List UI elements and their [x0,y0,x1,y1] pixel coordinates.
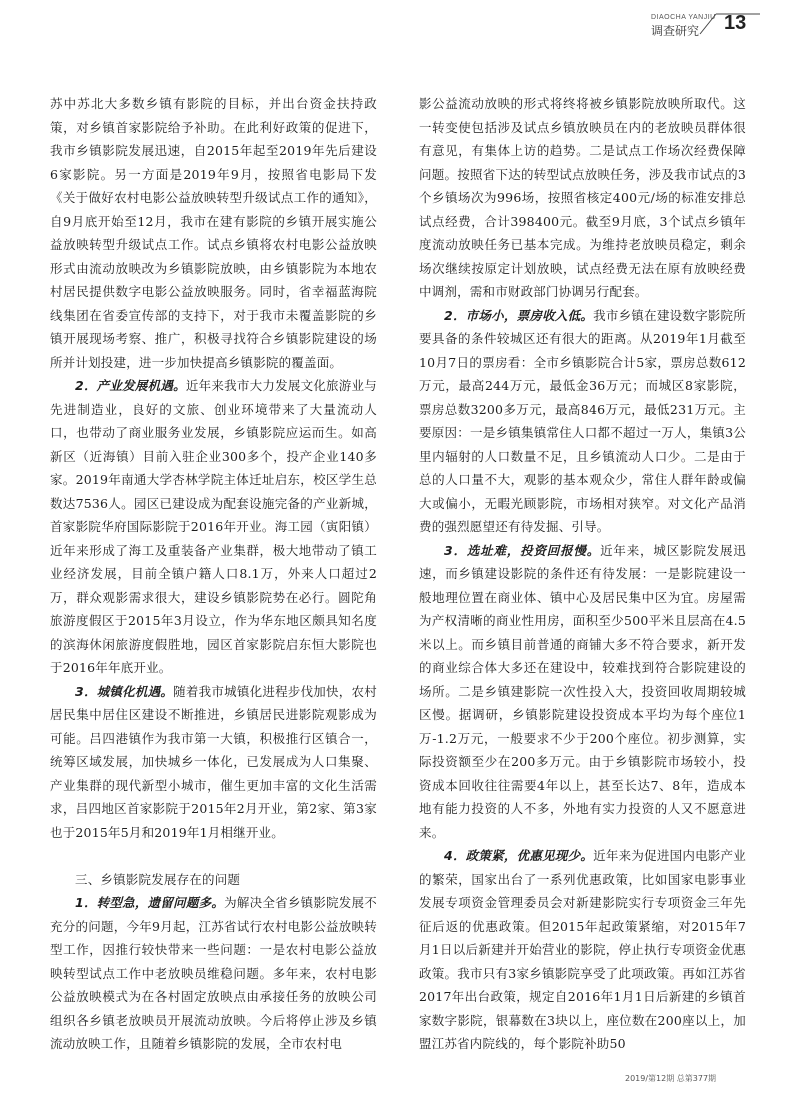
paragraph-text: 随着我市城镇化进程步伐加快，农村居民集中居住区建设不断推进，乡镇居民进影院观影成为可能。吕四港镇作为我市第一大镇，积极推行区镇合一，统筹区域发展，加快城乡一体化，已发展成为人口集聚、产业集群的现代新型小城市，催生更加丰富的文化生活需求，吕四地区首家影院于2015年2月开业，第2家、第3家也于2015年5月和2019年1月相继开业。 [50,683,377,840]
section-label-zh: 调查研究 [651,24,700,38]
page-number: 13 [724,12,747,34]
paragraph-text: 近年来为促进国内电影产业的繁荣，国家出台了一系列优惠政策，比如国家电影事业发展专项资金管理委员会对新建影院实行专项资金三年先征后返的优惠政策。但2015年起政策紧缩，对2015年7月1日以后新建并开始营业的影院，停止执行专项资金优惠政策。我市只有3家乡镇影院享受了此项政策。再如江苏省2017年出台政策，规定自2016年1月1日后新建的乡镇首家数字影院，银幕数在3块以上，座位数在200座以上，加盟江苏省内院线的，每个影院补助50 [419,848,746,1051]
paragraph-text: 为解决全省乡镇影院发展不充分的问题，今年9月起，江苏省试行农村电影公益放映转型工作，因推行较快带来一些问题：一是农村电影公益放映转型试点工作中老放映员维稳问题。多年来，农村电影公益放映模式为在各村固定放映点由承接任务的放映公司组织各乡镇老放映员开展流动放映。今后将停止涉及乡镇流动放映工作，且随着乡镇影院的发展，全市农村电 [50,895,377,1051]
paragraph [50,891,377,1056]
section-heading: 三、乡镇影院发展存在的问题 [75,871,241,887]
paragraph [50,374,377,680]
right-column [419,92,746,1056]
issue-footer: 2019/第12期 总第377期 [625,1074,717,1083]
paragraph: 影公益流动放映的形式将终将被乡镇影院放映所取代。这一转变使包括涉及试点乡镇放映员在内的老放映员群体很有意见，有集体上访的趋势。二是试点工作场次经费保障问题。按照省下达的转型试点放映任务，涉及我市试点的3个乡镇场次为996场，按照省核定400元/场的标准安排总试点经费，合计398400元。截至9月底，3个试点乡镇年度流动放映任务已基本完成。为维持老放映员稳定，剩余场次继续按原定计划放映，试点经费无法在原有放映经费中调剂，需和市财政部门协调另行配套。 [419,96,746,299]
section-label-en: DIAOCHA YANJIU [651,14,716,21]
paragraph-text: 我市乡镇在建设数字影院所要具备的条件较城区还有很大的距离。从2019年1月截至10月7日的票房看：全市乡镇影院合计5家，票房总数612万元，最高244万元，最低金36万元；而城区8家影院，票房总数3200多万元，最高846万元，最低231万元。主要原因：一是乡镇集镇常住人口都不超过一万人，集镇3公里内辐射的人口数量不足，且乡镇流动人口少。二是由于总的人口量不大，观影的基本观众少，常住人群年龄或偏大或偏小，无暇光顾影院，市场相对狭窄。对文化产品消费的强烈愿望还有待发掘、引导。 [419,307,746,534]
paragraph-text: 近年来我市大力发展文化旅游业与先进制造业，良好的文旅、创业环境带来了大量流动人口，也带动了商业服务业发展，乡镇影院应运而生。如高新区（近海镇）目前入驻企业300多个，投产企业140多家。2019年南通大学杏林学院主体迁址启东，校区学生总数达7536人。园区已建设成为配套设施完备的产业新城，首家影院华府国际影院于2016年开业。海工园（寅阳镇）近年来形成了海工及重装备产业集群，极大地带动了镇工业经济发展，目前全镇户籍人口8.1万，外来人口超过2万，群众观影需求很大，建设乡镇影院势在必行。圆陀角旅游度假区于2015年3月设立，作为华东地区颇具知名度的滨海休闲旅游度假胜地，园区首家影院启东恒大影院也于2016年年底开业。 [50,378,377,675]
header-divider-icon [0,0,797,60]
paragraph-text: 近年来，城区影院发展迅速，而乡镇建设影院的条件还有待发展：一是影院建设一般地理位置在商业体、镇中心及居民集中区为宜。房屋需为产权清晰的商业性用房，面积至少500平米且层高在4.5米以上。而乡镇目前普通的商铺大多不符合要求，新开发的商业综合体大多还在建设中，较难找到符合影院建设的场所。二是乡镇建影院一次性投入大，投资回收周期较城区慢。据调研，乡镇影院建设投资成本平均为每个座位1万-1.2万元，一般要求不少于200个座位。初步测算，实际投资额至少在200多万元。由于乡镇影院市场较小，投资成本回收往往需要4年以上，甚至长达7、8年，造成本地有能力投资的人不多，外地有实力投资的人又不愿意进来。 [419,542,747,840]
paragraph-keyword: 2．产业发展机遇。 [75,378,186,393]
paragraph [419,844,746,1056]
left-column [50,92,377,1056]
paragraph [419,304,746,539]
paragraph-keyword: 3．选址难，投资回报慢。 [444,542,601,558]
paragraph-keyword: 4．政策紧，优惠见现少。 [444,848,594,863]
paragraph [419,539,746,845]
paragraph-keyword: 1．转型急，遗留问题多。 [75,895,225,910]
paragraph: 苏中苏北大多数乡镇有影院的目标，并出台资金扶持政策，对乡镇首家影院给予补助。在此利好政策的促进下，我市乡镇影院发展迅速，自2015年起至2019年先后建设6家影院。另一方面是2019年9月，按照省电影局下发《关于做好农村电影公益放映转型升级试点工作的通知》，自9月底开始至12月，我市在建有影院的乡镇开展实施公益放映转型升级试点工作。试点乡镇将农村电影公益放映形式由流动放映改为乡镇影院放映，由乡镇影院为本地农村居民提供数字电影公益放映服务。同时，省幸福蓝海院线集团在省委宣传部的支持下，对于我市未覆盖影院的乡镇开展现场考察、推广，积极寻找符合乡镇影院建设的场所并计划投建，进一步加快提高乡镇影院的覆盖面。 [50,96,377,370]
paragraph [50,680,377,845]
paragraph-keyword: 2．市场小，票房收入低。 [444,307,594,323]
paragraph-keyword: 3．城镇化机遇。 [75,683,174,699]
